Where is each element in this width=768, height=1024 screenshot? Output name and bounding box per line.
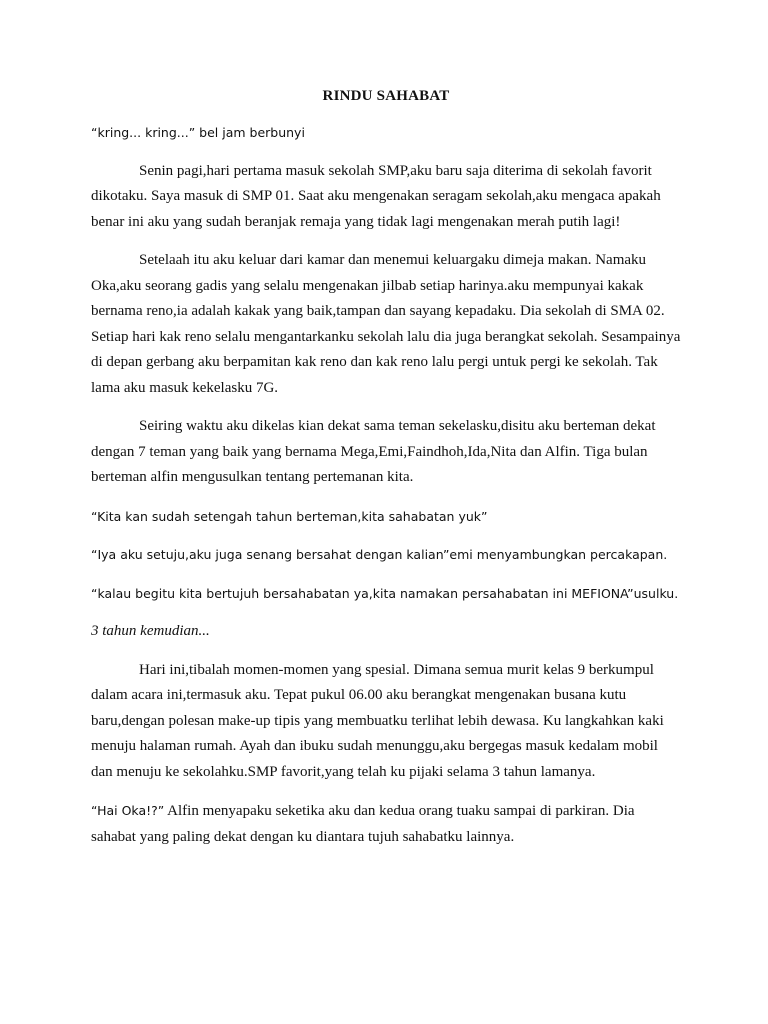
paragraph-9: Hari ini,tibalah momen-momen yang spesial. Dimana semua murit kelas 9 berkumpul dalam acara ini,termasuk aku. Tepat pukul 06.00 aku berangkat mengenakan busana kutu baru,dengan polesan make-up tipis yang membuatku terlihat lebih dewasa. Ku langkahkan kaki menuju halaman rumah. Ayah dan ibuku sudah menunggu,aku bergegas masuk kedalam mobil dan menuju ke sekolahku.SMP favorit,yang telah ku pijaki selama 3 tahun lamanya. bbox=[91, 661, 664, 780]
paragraph-4: Seiring waktu aku dikelas kian dekat sama teman sekelasku,disitu aku berteman dekat dengan 7 teman yang baik yang bernama Mega,Emi,Faindhoh,Ida,Nita dan Alfin. Tiga bulan berteman alfin mengusulkan tentang pertemanan kita. bbox=[91, 418, 656, 485]
paragraph-10-quote: “Hai Oka!?” bbox=[91, 803, 165, 818]
paragraph-5: “Kita kan sudah setengah tahun berteman,kita sahabatan yuk” bbox=[91, 508, 488, 524]
paragraph-10 bbox=[91, 798, 681, 850]
paragraph-6: “Iya aku setuju,aku juga senang bersahat dengan kalian”emi menyambungkan percakapan. bbox=[91, 547, 668, 562]
paragraph-8: 3 tahun kemudian... bbox=[91, 623, 210, 639]
paragraph-2: Senin pagi,hari pertama masuk sekolah SMP,aku baru saja diterima di sekolah favorit dikotaku. Saya masuk di SMP 01. Saat aku mengenakan seragam sekolah,aku mengaca apakah benar ini aku yang sudah beranjak remaja yang tidak lagi mengenakan merah putih lagi! bbox=[91, 162, 661, 230]
paragraph-1: “kring... kring...” bel jam berbunyi bbox=[91, 125, 305, 140]
paragraph-3: Setelaah itu aku keluar dari kamar dan menemui keluargaku dimeja makan. Namaku Oka,aku seorang gadis yang selalu mengenakan jilbab setiap harinya.aku mempunyai kakak bernama reno,ia adalah kakak yang baik,tampan dan sayang kepadaku. Dia sekolah di SMA 02. Setiap hari kak reno selalu mengantarkanku sekolah lalu dia juga berangkat sekolah. Sesampainya di depan gerbang aku berpamitan kak reno dan kak reno lalu pergi untuk pergi ke sekolah. Tak lama aku masuk kekelasku 7G. bbox=[91, 252, 681, 396]
paragraph-10-text: Alfin menyapaku seketika aku dan kedua orang tuaku sampai di parkiran. Dia sahabat yang paling dekat dengan ku diantara tujuh sahabatku lainnya. bbox=[91, 803, 635, 845]
document-body bbox=[91, 86, 681, 863]
document-title: RINDU SAHABAT bbox=[322, 88, 450, 104]
paragraph-7: “kalau begitu kita bertujuh bersahabatan ya,kita namakan persahabatan ini MEFIONA”usulku. bbox=[91, 585, 679, 601]
